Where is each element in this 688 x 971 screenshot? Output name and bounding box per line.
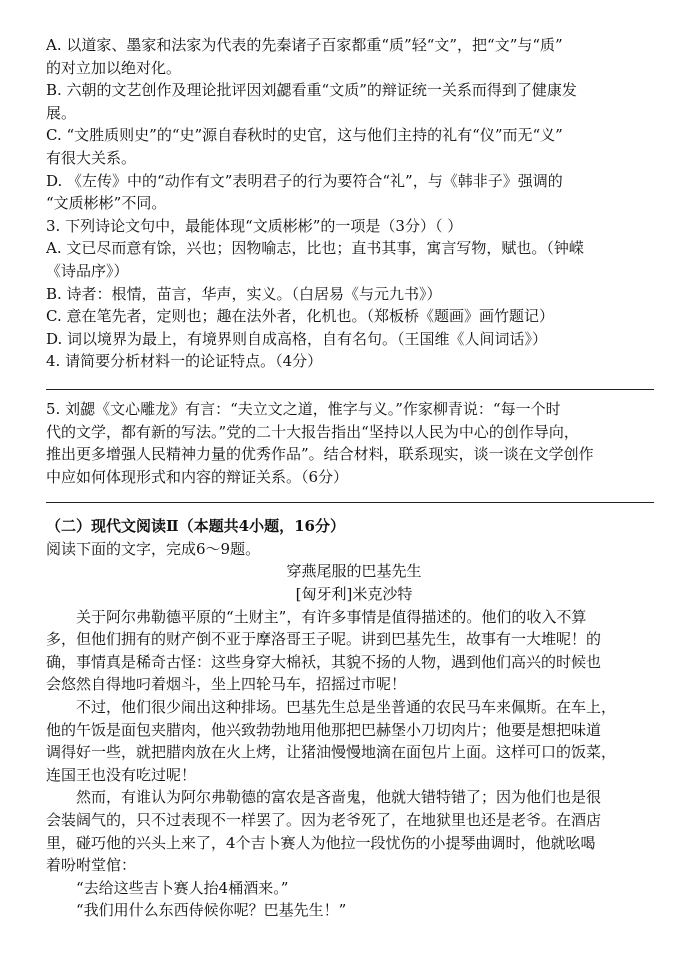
- dialogue-line: “我们用什么东西侍候你呢？巴基先生！”: [76, 901, 347, 920]
- text-line: 里，碰巧他的兴头上来了，4个吉卜赛人为他拉一段忧伤的小提琴曲调时，他就吆喝: [46, 833, 596, 852]
- option-q3-b: B. 诗者：根情，苗言，华声，实义。（白居易《与元九书》）: [46, 284, 442, 303]
- text-line: “文质彬彬”不同。: [46, 194, 167, 213]
- text-line: 然而，有谁认为阿尔弗勒德的富农是吝啬鬼，他就大错特错了；因为他们也是很: [76, 788, 602, 807]
- text-line: 代的文学，都有新的写法。”党的二十大报告指出“坚持以人民为中心的创作导向，: [46, 422, 579, 441]
- answer-line[interactable]: [46, 502, 654, 503]
- story-title: 穿燕尾服的巴基先生: [286, 562, 422, 581]
- answer-line[interactable]: [46, 389, 654, 390]
- text-line: 他的午饭是面包夹腊肉，他兴致勃勃地用他那把巴赫堡小刀切肉片；他要是想把味道: [46, 720, 602, 739]
- text-line: A. 文已尽而意有馀，兴也；因物喻志，比也；直书其事，寓言写物，赋也。（钟嵘: [46, 239, 584, 258]
- text-line: 中应如何体现形式和内容的辩证关系。（6分）: [46, 467, 349, 486]
- text-line: B. 六朝的文艺创作及理论批评因刘勰看重“文质”的辩证统一关系而得到了健康发: [46, 81, 577, 100]
- paragraph: [46, 606, 662, 696]
- section-instruction: 阅读下面的文字，完成6～9题。: [46, 539, 261, 558]
- question-5: [46, 398, 662, 488]
- text-line: 着吩咐堂倌：: [46, 856, 137, 875]
- text-line: C. “文胜质则史”的“史”源自春秋时的史官，这与他们主持的礼有“仪”而无“义”: [46, 126, 563, 145]
- story-author: [匈牙利]米克沙特: [295, 585, 413, 604]
- option-q2-b: [46, 79, 662, 124]
- question-3-stem: 3. 下列诗论文句中，最能体现“文质彬彬”的一项是（3分）（ ）: [46, 216, 463, 235]
- option-q3-d: D. 词以境界为最上，有境界则自成高格，自有名句。（王国维《人间词话》）: [46, 329, 548, 348]
- paragraph: [46, 786, 662, 876]
- text-line: 多，但他们拥有的财产倒不亚于摩洛哥王子呢。讲到巴基先生，故事有一大堆呢！的: [46, 630, 602, 649]
- text-line: A. 以道家、墨家和法家为代表的先秦诸子百家都重“质”轻“文”，把“文”与“质”: [46, 36, 563, 54]
- paragraph: [46, 696, 662, 786]
- text-line: 的对立加以绝对化。: [46, 58, 182, 77]
- text-line: 《诗品序》）: [46, 261, 129, 280]
- dialogue-line: “去给这些吉卜赛人抬4桶酒来。”: [76, 878, 289, 897]
- text-line: 推出更多增强人民精神力量的优秀作品”。结合材料，联系现实，谈一谈在文学创作: [46, 445, 594, 464]
- option-q3-a: [46, 237, 662, 282]
- option-q2-d: [46, 170, 662, 215]
- text-line: 连国王也没有吃过呢！: [46, 765, 197, 784]
- text-line: 5. 刘勰《文心雕龙》有言：“夫立文之道，惟字与义。”作家柳青说：“每一个时: [46, 399, 561, 418]
- text-line: 展。: [46, 103, 77, 122]
- text-line: 关于阿尔弗勒德平原的“土财主”，有许多事情是值得描述的。他们的收入不算: [76, 607, 587, 626]
- text-line: 有很大关系。: [46, 148, 137, 167]
- text-line: 调得好一些，就把腊肉放在火上烤，让猪油慢慢地滴在面包片上面。这样可口的饭菜，: [46, 743, 617, 762]
- section-heading: （二）现代文阅读Ⅱ（本题共4小题，16分）: [46, 517, 345, 536]
- text-line: 不过，他们很少闹出这种排场。巴基先生总是坐普通的农民马车来佩斯。在车上，: [76, 698, 617, 717]
- option-q3-c: C. 意在笔先者，定则也；趣在法外者，化机也。（郑板桥《题画》画竹题记）: [46, 307, 554, 326]
- text-line: 确，事情真是稀奇古怪：这些身穿大棉袄，其貌不扬的人物，遇到他们高兴的时候也: [46, 652, 602, 671]
- text-line: 会悠然自得地叼着烟斗，坐上四轮马车，招摇过市呢！: [46, 675, 407, 694]
- text-line: 会装阔气的，只不过表现不一样罢了。因为老爷死了，在地狱里也还是老爷。在酒店: [46, 811, 602, 829]
- option-q2-a: [46, 34, 662, 79]
- question-4: 4. 请简要分析材料一的论证特点。（4分）: [46, 352, 323, 371]
- text-line: D. 《左传》中的“动作有文”表明君子的行为要符合“礼”，与《韩非子》强调的: [46, 171, 563, 190]
- option-q2-c: [46, 124, 662, 169]
- exam-page: [46, 34, 662, 922]
